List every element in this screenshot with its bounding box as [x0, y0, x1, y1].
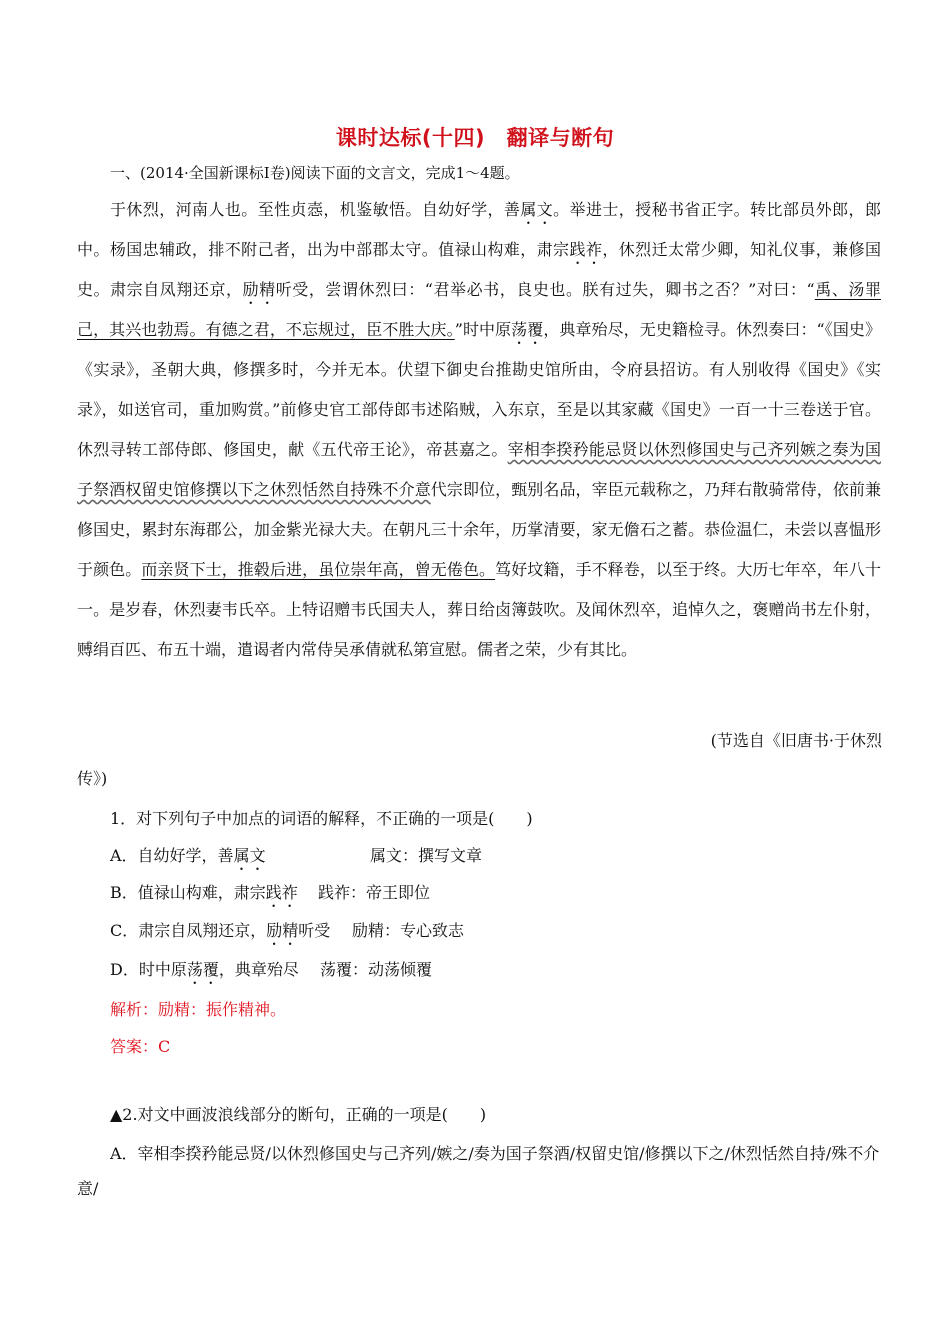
passage-text: ，典章殆尽，无史籍检寻。休烈奏曰：“《国史》《实录》，圣朝大典，修撰多时，今并无本。伏望下御史台推勘史馆所由，令府县招访。有人别收得《国史》《实录》，如送官司，重加购赏。”前修史官工部侍郎韦述陷贼，入东京，至是以其家藏《国史》一百一十三卷送于官。休烈寻转工部侍郎、修国史，献《五代帝王论》，帝甚嘉之。 — [77, 320, 881, 459]
underlined-sentence: 禹、汤罪己，其兴也勃焉。有德之君，不忘规过，臣不胜大庆。 — [77, 280, 881, 339]
question-1-analysis: 解析：励精：振作精神。 — [110, 1000, 287, 1019]
option-a-gloss: 属文：撰写文章 — [370, 846, 483, 865]
question-1-option-a — [110, 843, 266, 874]
dotted-word: 荡覆 — [511, 320, 544, 339]
dotted-word: 励精 — [266, 921, 299, 940]
option-b-gloss: 践祚：帝王即位 — [318, 883, 431, 902]
passage-text: 代宗即位，甄别名品，宰臣元载称之，乃拜右散骑常侍，依前兼修国史，累封东海郡公，加金紫光禄大夫。在朝凡三十余年，历掌清要，家无儋石之蓄。恭俭温仁，未尝以喜愠形于颜色。 — [77, 480, 881, 579]
passage-text: 笃好坟籍，手不释卷，以至于终。大历七年卒，年八十一。是岁春，休烈妻韦氏卒。上特诏赠韦氏国夫人，葬日给卤簿鼓吹。及闻休烈卒，追悼久之，褒赠尚书左仆射，赙绢百匹、布五十端，遣谒者内常侍吴承倩就私第宣慰。儒者之荣，少有其比。 — [77, 560, 881, 659]
dotted-word: 属文 — [520, 200, 554, 219]
question-1-stem: 1．对下列句子中加点的词语的解释，不正确的一项是( ) — [110, 809, 533, 828]
dotted-word: 属文 — [233, 846, 266, 865]
wavy-underlined-sentence: 宰相李揆矜能忌贤以休烈修国史与己齐列嫉之奏为国子祭酒权留史馆修撰以下之休烈恬然自持殊不介意 — [77, 440, 881, 499]
dotted-word: 践祚 — [569, 240, 603, 259]
question-1-option-c — [110, 918, 330, 949]
classical-passage — [77, 190, 881, 670]
option-c-gloss: 励精：专心致志 — [352, 921, 465, 940]
dotted-word: 荡覆 — [186, 960, 219, 979]
option-text: B．值禄山构难，肃宗 — [110, 883, 266, 902]
dotted-word: 践祚 — [265, 883, 298, 902]
dotted-word: 励精 — [242, 280, 276, 299]
passage-text: 听受，尝谓休烈曰：“君举必书，良史也。朕有过失，卿书之否？”对曰：“ — [275, 280, 815, 299]
source-citation: (节选自《旧唐书·于休烈 — [710, 731, 882, 750]
passage-text: ”时中原 — [454, 320, 512, 339]
option-text: A．宰相李揆矜能忌贤/以休烈修国史与己齐列/嫉之/奏为国子祭酒/权留史馆/修撰以下之/休烈恬然自持/殊不介意/ — [77, 1144, 880, 1198]
source-citation-end: 传》) — [77, 769, 108, 788]
option-text: 听受 — [298, 921, 331, 940]
option-d-gloss: 荡覆：动荡倾覆 — [320, 960, 433, 979]
option-text: C．肃宗自凤翔还京， — [110, 921, 267, 940]
question-2-option-a — [77, 1136, 881, 1206]
section-intro: 一、(2014·全国新课标Ⅰ卷)阅读下面的文言文，完成1～4题。 — [110, 164, 520, 182]
passage-text: 。举进士，授秘书省正字。转比部员外郎，郎中。杨国忠辅政，排不附己者，出为中部郡太守。值禄山构难，肃宗 — [77, 200, 881, 259]
option-text: D．时中原 — [110, 960, 187, 979]
passage-paragraph — [77, 190, 881, 670]
option-text: ，典章殆尽 — [218, 960, 299, 979]
question-1-option-d — [110, 957, 299, 988]
question-1-option-b — [110, 880, 298, 911]
underlined-sentence: 而亲贤下士，推毂后进，虽位崇年高，曾无倦色。 — [141, 560, 496, 579]
option-text: A．自幼好学，善 — [110, 846, 234, 865]
question-1-answer: 答案：C — [110, 1037, 171, 1056]
question-2-stem: ▲2.对文中画波浪线部分的断句，正确的一项是( ) — [110, 1105, 487, 1124]
page-title: 课时达标(十四) 翻译与断句 — [335, 126, 615, 150]
passage-text: 于休烈，河南人也。至性贞悫，机鉴敏悟。自幼好学，善 — [110, 200, 521, 219]
passage-text: ，休烈迁太常少卿，知礼仪事，兼修国史。肃宗自凤翔还京， — [77, 240, 881, 299]
